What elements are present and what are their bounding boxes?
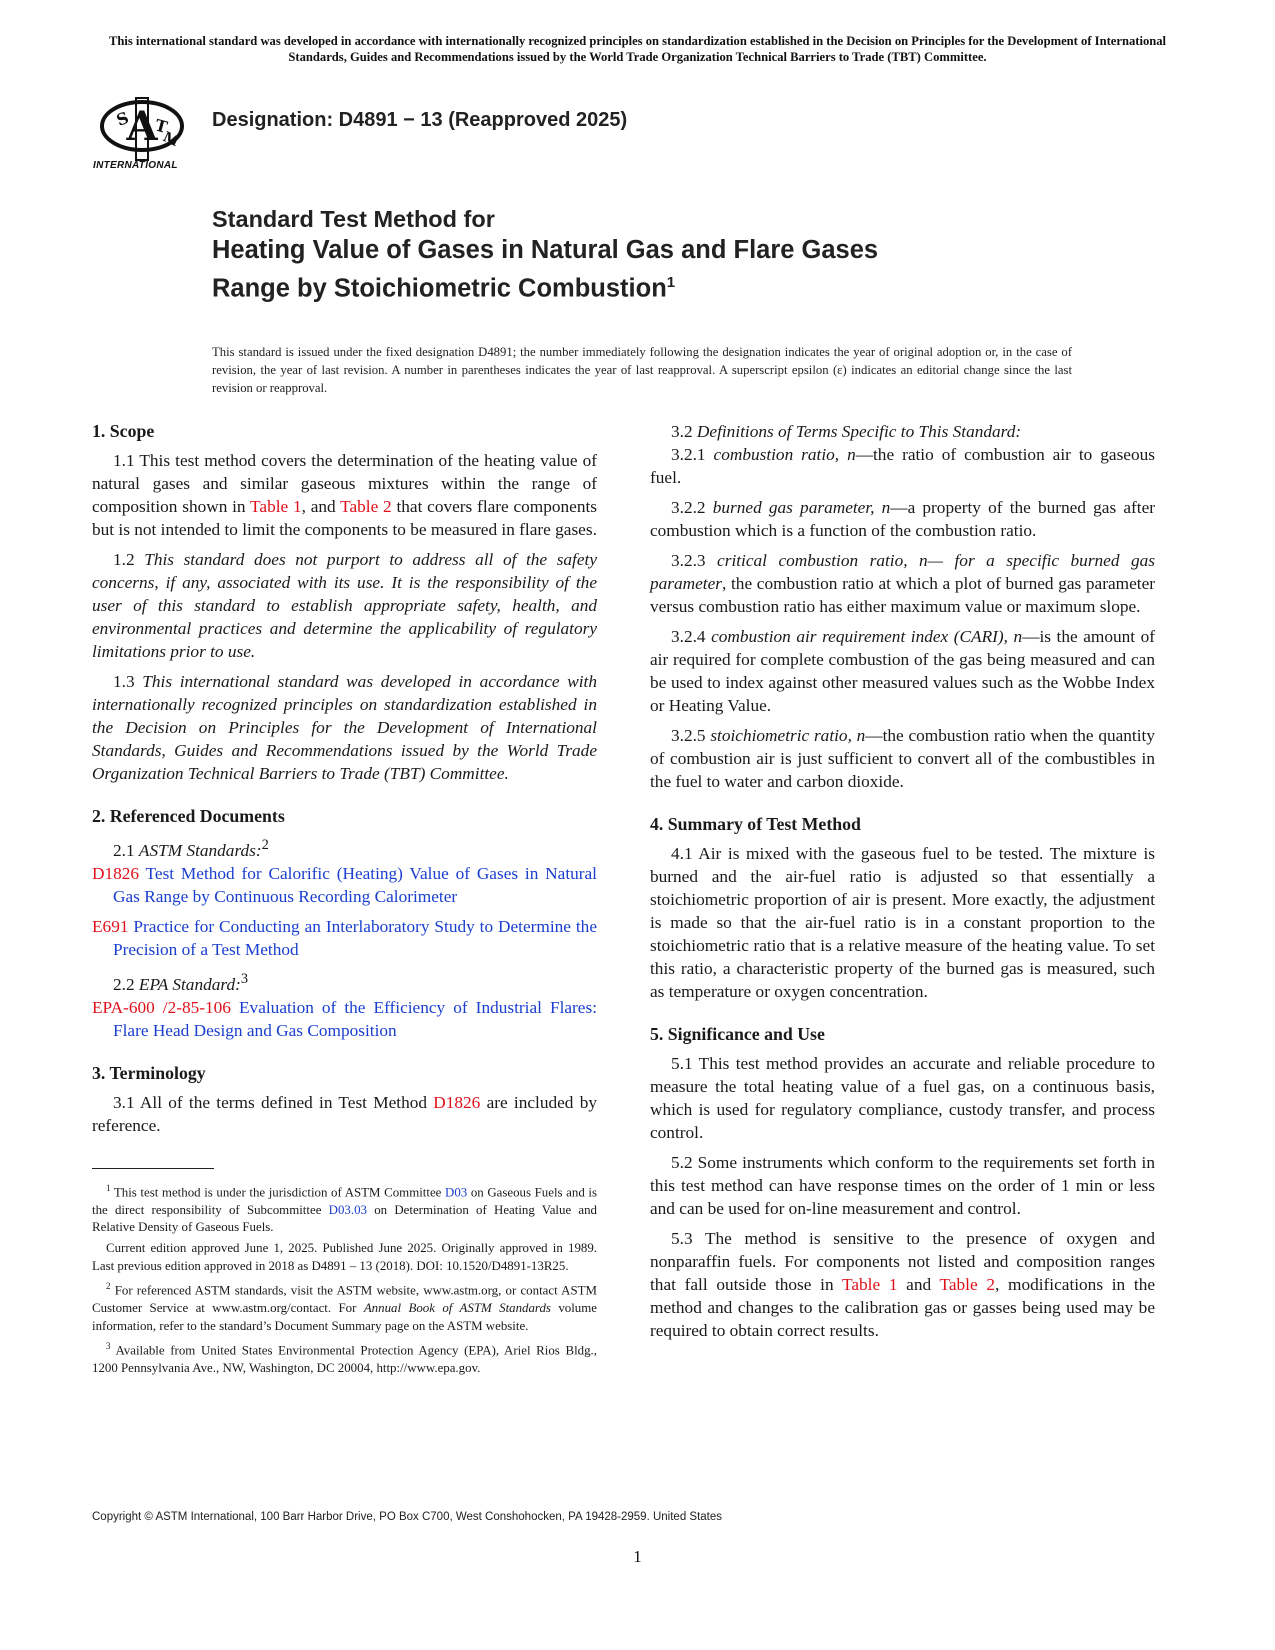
para-1-3-num: 1.3 <box>113 672 143 691</box>
title-line-2: Heating Value of Gases in Natural Gas and Flare Gases <box>212 236 879 264</box>
section-significance-heading: 5. Significance and Use <box>650 1024 825 1044</box>
para-5-2: 5.2 Some instruments which conform to the requirements set forth in this test method can have response times on the order of 1 min or less and can be used for on-line measurement and control. <box>650 1153 1155 1218</box>
para-1-2 <box>92 548 597 663</box>
para-5-3-text-c: , modifications in the method and changes to the calibration gas or gasses being used may be required to obtain correct results. <box>650 1275 1156 1340</box>
para-1-1-text-b: , and <box>301 497 341 516</box>
def-term: stoichiometric ratio, n <box>710 726 866 745</box>
section-scope-heading: 1. Scope <box>92 421 155 441</box>
ref-title-d1826[interactable]: Test Method for Calorific (Heating) Value of Gases in Natural Gas Range by Continuous Recording Calorimeter <box>113 863 597 906</box>
para-3-1 <box>92 1091 597 1137</box>
footnote-1-text-c: on Determination of Heating Value and Relative Density of Gaseous Fuels. <box>92 1202 598 1235</box>
def-text: —a property of the burned gas after combustion which is a function of the combustion ratio. <box>650 498 1155 540</box>
astm-standards-label: ASTM Standards: <box>138 840 262 860</box>
def-3-2-4 <box>650 625 1155 717</box>
def-term: critical combustion ratio, n— for a specific burned gas parameter <box>650 551 1155 593</box>
right-column <box>650 420 1155 1349</box>
def-text: —the combustion ratio when the quantity of combustion air is just sufficient to convert all of the combustibles in the fuel to water and carbon dioxide. <box>650 726 1155 791</box>
def-term: burned gas parameter, n <box>712 498 891 517</box>
footnote-2-text-b: volume information, refer to the standard’s Document Summary page on the ASTM website. <box>92 1301 597 1333</box>
designation: Designation: D4891 − 13 (Reapproved 2025) <box>212 109 628 131</box>
def-3-2-5 <box>650 724 1155 793</box>
para-3-1-text-b: are included by reference. <box>92 1092 597 1135</box>
table-2-link[interactable]: Table 2 <box>340 497 392 516</box>
svg-text:S: S <box>113 107 132 130</box>
footnote-1-text: This test method is under the jurisdiction of ASTM Committee <box>110 1185 446 1200</box>
para-3-2-num: 3.2 <box>671 422 697 441</box>
title-line-3-text: Range by Stoichiometric Combustion <box>212 274 667 303</box>
def-3-2-2 <box>650 496 1155 542</box>
footnote-divider <box>92 1168 214 1169</box>
ref-code-epa[interactable]: EPA-600 /2-85-106 <box>92 997 231 1017</box>
para-4-1: 4.1 Air is mixed with the gaseous fuel to be tested. The mixture is burned and the air-fuel ratio is adjusted so that essentially a stoichiometric proportion of air is present. More exactly, the adjustment is made so that the air-fuel ratio is in a constant proportion to the stoichiometric ratio that is a relative measure of the heating value. To set this ratio, a characteristic property of the burned gas is measured, such as temperature or oxygen concentration. <box>650 844 1155 1001</box>
footnote-3 <box>92 1338 597 1377</box>
para-5-3-text: 5.3 The method is sensitive to the presence of oxygen and nonparaffin fuels. For components not listed and composition ranges that fall outside those in <box>650 1229 1155 1294</box>
def-num: 3.2.1 <box>671 445 714 464</box>
para-1-1 <box>92 449 597 541</box>
para-1-3 <box>92 670 597 785</box>
para-1-2-num: 1.2 <box>113 550 145 569</box>
footnote-edition: Current edition approved June 1, 2025. Published June 2025. Originally approved in 1989. Last previous edition approved in 2018 as D4891 – 13 (2018). DOI: 10.1520/D4891-13R25. <box>92 1241 597 1273</box>
footnote-1-text-b: on Gaseous Fuels and is the direct responsibility of Subcommittee <box>92 1185 597 1217</box>
para-5-3 <box>650 1227 1155 1342</box>
def-text: , the combustion ratio at which a plot of burned gas parameter versus combustion ratio has either maximum value or maximum slope. <box>650 574 1155 616</box>
footnote-3-mark: 3 <box>240 970 249 987</box>
logo-caption: INTERNATIONAL <box>93 160 178 171</box>
title-footnote-mark: 1 <box>666 274 676 291</box>
section-referenced-heading: 2. Referenced Documents <box>92 806 285 826</box>
def-term: combustion ratio, n <box>713 445 856 464</box>
d03-03-link[interactable]: D03.03 <box>328 1202 367 1217</box>
footnote-2-mark: 2 <box>261 837 269 853</box>
table-2-link[interactable]: Table 2 <box>939 1275 995 1294</box>
para-1-2-text: This standard does not purport to address all of the safety concerns, if any, associated with its use. It is the responsibility of the user of this standard to establish appropriate safety, health, and environmental practices and determine the applicability of regulatory limitations prior to use. <box>92 550 598 661</box>
title-line-3 <box>212 267 878 305</box>
ref-code-d1826[interactable]: D1826 <box>92 863 140 883</box>
ref-code-e691[interactable]: E691 <box>92 916 129 936</box>
para-3-2 <box>650 420 1155 443</box>
def-num: 3.2.4 <box>671 627 712 646</box>
def-text: —the ratio of combustion air to gaseous fuel. <box>650 445 1155 487</box>
footnote-2-num: 2 <box>106 1281 111 1292</box>
def-text: —is the amount of air required for complete combustion of the gas being measured and can be used to index against other measured values such as the Wobbe Index or Heating Value. <box>650 627 1156 715</box>
def-num: 3.2.5 <box>671 726 711 745</box>
para-3-1-text: 3.1 All of the terms defined in Test Method <box>113 1092 434 1112</box>
section-summary-heading: 4. Summary of Test Method <box>650 814 861 834</box>
para-1-1-text-c: that covers flare components but is not intended to limit the components to be measured in flare gases. <box>92 497 598 539</box>
left-column <box>92 420 597 1144</box>
para-3-2-label: Definitions of Terms Specific to This Standard: <box>696 422 1022 441</box>
def-3-2-3 <box>650 549 1155 618</box>
para-5-3-text-b: and <box>897 1275 940 1294</box>
svg-text:T: T <box>152 115 170 137</box>
ref-epa[interactable] <box>92 996 597 1042</box>
para-2-1 <box>92 834 597 862</box>
para-2-2 <box>92 968 597 996</box>
epa-standard-label: EPA Standard: <box>138 974 241 994</box>
section-terminology-heading: 3. Terminology <box>92 1062 206 1083</box>
def-term: combustion air requirement index (CARI), n <box>711 627 1023 646</box>
footnote-2-text: For referenced ASTM standards, visit the ASTM website, www.astm.org, or contact ASTM Customer Service at www.astm.org/contact. For <box>92 1283 597 1316</box>
def-3-2-1 <box>650 443 1155 489</box>
document-title <box>212 205 878 305</box>
def-num: 3.2.3 <box>671 551 718 570</box>
svg-text:A: A <box>126 103 158 150</box>
d1826-link[interactable]: D1826 <box>433 1092 481 1112</box>
para-5-1: 5.1 This test method provides an accurate and reliable procedure to measure the total heating value of a fuel gas, on a continuous basis, which is used for regulatory compliance, custody transfer, and process control. <box>650 1054 1155 1142</box>
footnote-1 <box>92 1180 597 1237</box>
copyright-line: Copyright © ASTM International, 100 Barr Harbor Drive, PO Box C700, West Conshohocken, PA 19428-2959. United States <box>92 1511 723 1523</box>
ref-title-epa[interactable]: Evaluation of the Efficiency of Industrial Flares: Flare Head Design and Gas Composition <box>113 997 598 1040</box>
footnote-3-text: Available from United States Environmental Protection Agency (EPA), Ariel Rios Bldg., 1200 Pennsylvania Ave., NW, Washington, DC 20004, http://www.epa.gov. <box>92 1343 597 1376</box>
para-2-2-num: 2.2 <box>113 974 139 994</box>
svg-text:M: M <box>160 129 182 151</box>
page-number: 1 <box>633 1547 642 1566</box>
wto-notice: This international standard was developed in accordance with internationally recognized principles on standardization established in the Decision on Principles for the Development of International Standards, Guides and Recommendations issued by the World Trade Organization Technical Barriers to Trade (TBT) Committee. <box>108 34 1167 64</box>
para-1-1-text: 1.1 This test method covers the determination of the heating value of natural gases and similar gaseous mixtures within the range of composition shown in <box>92 451 597 516</box>
d03-link[interactable]: D03 <box>445 1185 468 1200</box>
footnote-2 <box>92 1278 597 1335</box>
ref-title-e691[interactable]: Practice for Conducting an Interlaboratory Study to Determine the Precision of a Test Method <box>113 916 597 959</box>
ref-e691[interactable] <box>92 915 597 961</box>
para-2-1-num: 2.1 <box>113 840 139 860</box>
astm-logo <box>92 90 192 170</box>
table-1-link[interactable]: Table 1 <box>250 497 302 516</box>
ref-d1826[interactable] <box>92 862 597 908</box>
def-num: 3.2.2 <box>671 498 713 517</box>
issued-note: This standard is issued under the fixed designation D4891; the number immediately following the designation indicates the year of original adoption or, in the case of revision, the year of last revision. A number in parentheses indicates the year of last reapproval. A superscript epsilon (ε) indicates an editorial change since the last revision or reapproval. <box>212 345 1072 395</box>
footnotes <box>92 1180 597 1381</box>
title-line-1: Standard Test Method for <box>212 206 495 232</box>
annual-book-title: Annual Book of ASTM Standards <box>363 1301 551 1316</box>
table-1-link[interactable]: Table 1 <box>841 1275 898 1294</box>
footnote-3-num: 3 <box>106 1341 111 1352</box>
para-1-3-text: This international standard was developed in accordance with internationally recognized principles on standardization established in the Decision on Principles for the Development of International Standards, Guides and Recommendations issued by the World Trade Organization Technical Barriers to Trade (TBT) Committee. <box>92 672 597 783</box>
footnote-1-mark: 1 <box>106 1183 111 1193</box>
